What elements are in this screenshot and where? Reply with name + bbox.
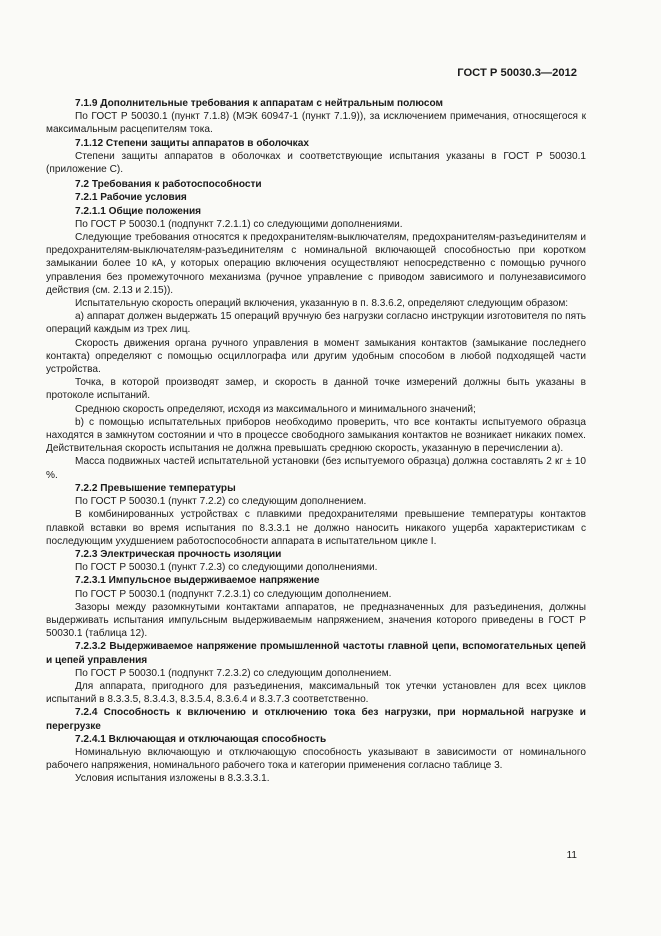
document-code: ГОСТ Р 50030.3—2012	[457, 67, 577, 79]
body-paragraph: По ГОСТ Р 50030.1 (пункт 7.1.8) (МЭК 60947-1 (пункт 7.1.9)), за исключением примечания, относящегося к максимальным расцепителям тока.	[46, 111, 586, 136]
body-paragraph: Степени защиты аппаратов в оболочках и соответствующие испытания указаны в ГОСТ Р 50030.1 (приложение С).	[46, 150, 586, 176]
body-paragraph: В комбинированных устройствах с плавкими предохранителями превышение температуры контактов плавкой вставки во время испытания по 8.3.3.1 не должно наносить никакого ущерба характеристикам с последующим ухудшением работоспособности аппарата в испытательном цикле I.	[46, 509, 586, 547]
heading-7-2-3: 7.2.3 Электрическая прочность изоляции	[75, 548, 282, 560]
heading-7-2-3-2: 7.2.3.2 Выдерживаемое напряжение промышленной частоты главной цепи, вспомогательных цепей и цепей управления	[46, 641, 586, 666]
document-body	[46, 97, 586, 786]
body-paragraph: Для аппарата, пригодного для разъединения, максимальный ток утечки установлен для всех циклов испытаний в 8.3.3.5, 8.3.4.3, 8.3.5.4, 8.3.6.4 и 8.3.7.3 соответственно.	[46, 680, 586, 706]
body-paragraph: Среднюю скорость определяют, исходя из максимального и минимального значений;	[75, 403, 476, 415]
heading-7-1-12: 7.1.12 Степени защиты аппаратов в оболочках	[75, 137, 309, 149]
body-paragraph: По ГОСТ Р 50030.1 (подпункт 7.2.3.2) со следующим дополнением.	[75, 667, 392, 679]
page-number: 11	[566, 850, 577, 861]
body-paragraph: По ГОСТ Р 50030.1 (пункт 7.2.2) со следующим дополнением.	[75, 496, 367, 508]
heading-7-1-9: 7.1.9 Дополнительные требования к аппаратам с нейтральным полюсом	[75, 98, 444, 109]
body-paragraph: По ГОСТ Р 50030.1 (пункт 7.2.3) со следующими дополнениями.	[75, 562, 378, 574]
body-paragraph: Условия испытания изложены в 8.3.3.3.1.	[75, 773, 270, 785]
heading-7-2: 7.2 Требования к работоспособности	[75, 179, 262, 191]
heading-7-2-1-1: 7.2.1.1 Общие положения	[75, 205, 202, 217]
body-paragraph: По ГОСТ Р 50030.1 (подпункт 7.2.3.1) со следующим дополнением.	[75, 588, 392, 600]
heading-7-2-2: 7.2.2 Превышение температуры	[75, 482, 236, 494]
list-item-a: а) аппарат должен выдержать 15 операций вручную без нагрузки согласно инструкции изготовителя по пять операций каждым из трех лиц.	[46, 311, 586, 336]
heading-7-2-1: 7.2.1 Рабочие условия	[75, 192, 187, 204]
heading-7-2-4-1: 7.2.4.1 Включающая и отключающая способность	[75, 733, 327, 745]
body-paragraph: Точка, в которой производят замер, и скорость в данной точке измерений должны быть указаны в протоколе испытаний.	[46, 377, 586, 402]
body-paragraph: Следующие требования относятся к предохранителям-выключателям, предохранителям-разъединителям и предохранителям-выключателям-разъединителям с номинальной включающей способностью при коротком замыкании более 10 кА, у которых операцию включения осуществляют непосредственно с помощью ручного управления без промежуточного механизма (ручное управление с приводом зависимого и полунезависимого действия (см. 2.13 и 2.15)).	[46, 232, 586, 296]
list-item-b: b) с помощью испытательных приборов необходимо проверить, что все контакты испытуемого образца находятся в замкнутом состоянии и что в процессе свободного замыкания контактов не возникает никаких помех. Действительная скорость испытания не должна превышать среднюю скорость, указанную в перечислении а).	[46, 416, 586, 455]
body-paragraph: Скорость движения органа ручного управления в момент замыкания контактов (замыкание последнего контакта) определяют с помощью осциллографа или другим удобным способом в любой подходящей части устройства.	[46, 337, 586, 376]
body-paragraph: Испытательную скорость операций включения, указанную в п. 8.3.6.2, определяют следующим образом:	[75, 298, 569, 310]
body-paragraph: По ГОСТ Р 50030.1 (подпункт 7.2.1.1) со следующими дополнениями.	[75, 218, 403, 230]
heading-7-2-3-1: 7.2.3.1 Импульсное выдерживаемое напряжение	[75, 575, 320, 587]
body-paragraph: Масса подвижных частей испытательной установки (без испытуемого образца) должна составлять 2 кг ± 10 %.	[46, 456, 586, 481]
body-paragraph: Зазоры между разомкнутыми контактами аппаратов, не предназначенных для разъединения, должны выдерживать испытания импульсным выдерживаемым напряжением, значения которого приведены в ГОСТ Р 50030.1 (таблица 12).	[46, 601, 586, 640]
heading-7-2-4: 7.2.4 Способность к включению и отключению тока без нагрузки, при нормальной нагрузке и перегрузке	[46, 707, 586, 732]
body-paragraph: Номинальную включающую и отключающую способность указывают в зависимости от номинального рабочего напряжения, номинального рабочего тока и категории применения согласно таблице 3.	[46, 746, 586, 772]
